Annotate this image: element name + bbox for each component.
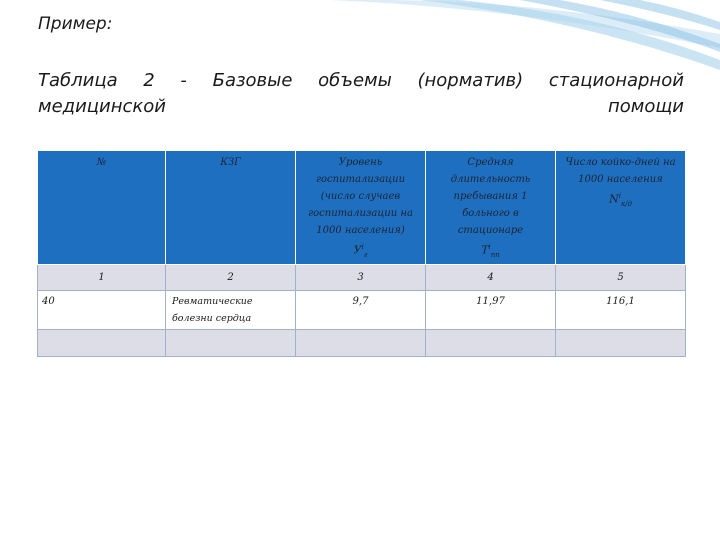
cell-num: 40 bbox=[38, 290, 166, 329]
column-number: 2 bbox=[166, 264, 296, 290]
caption-word: помощи bbox=[607, 96, 684, 117]
table-header-row bbox=[38, 151, 686, 265]
header-bed-days: Число койко-дней на 1000 населения $N^i_{к/д}$ bbox=[556, 151, 686, 265]
example-label: Пример: bbox=[38, 14, 113, 34]
caption-word: объемы bbox=[318, 70, 392, 91]
caption-word: 2 bbox=[143, 70, 155, 91]
table-row bbox=[38, 290, 686, 329]
cell-duration: 11,97 bbox=[426, 290, 556, 329]
column-number-row bbox=[38, 264, 686, 290]
table-row bbox=[38, 329, 686, 356]
column-number: 3 bbox=[296, 264, 426, 290]
duration-symbol: $Т^i_{пп}$ bbox=[481, 243, 500, 259]
caption-word: - bbox=[180, 70, 187, 91]
column-number: 1 bbox=[38, 264, 166, 290]
header-duration: Средняя длительность пребывания 1 больного в стационаре $Т^i_{пп}$ bbox=[426, 151, 556, 265]
column-number: 4 bbox=[426, 264, 556, 290]
cell-duration bbox=[426, 329, 556, 356]
caption-word: медицинской bbox=[38, 96, 166, 117]
cell-level bbox=[296, 329, 426, 356]
cell-bed-days bbox=[556, 329, 686, 356]
caption-word: Базовые bbox=[212, 70, 293, 91]
caption-word: Таблица bbox=[38, 70, 118, 91]
caption-word: стационарной bbox=[548, 70, 684, 91]
header-level: Уровень госпитализации (число случаев госпитализации на 1000 населения) $У^i_г$ bbox=[296, 151, 426, 265]
table-caption bbox=[38, 68, 684, 120]
cell-kzg: Ревматические болезни сердца bbox=[166, 290, 296, 329]
level-symbol: $У^i_г$ bbox=[353, 243, 368, 259]
cell-bed-days: 116,1 bbox=[556, 290, 686, 329]
header-num: № bbox=[38, 151, 166, 265]
cell-kzg bbox=[166, 329, 296, 356]
normative-table bbox=[37, 150, 686, 357]
header-kzg: КЗГ bbox=[166, 151, 296, 265]
cell-num bbox=[38, 329, 166, 356]
caption-line-1 bbox=[38, 68, 684, 94]
caption-word: (норматив) bbox=[417, 70, 524, 91]
caption-line-2 bbox=[38, 94, 684, 120]
column-number: 5 bbox=[556, 264, 686, 290]
cell-level: 9,7 bbox=[296, 290, 426, 329]
bed-days-symbol: $N^i_{к/д}$ bbox=[609, 192, 632, 208]
